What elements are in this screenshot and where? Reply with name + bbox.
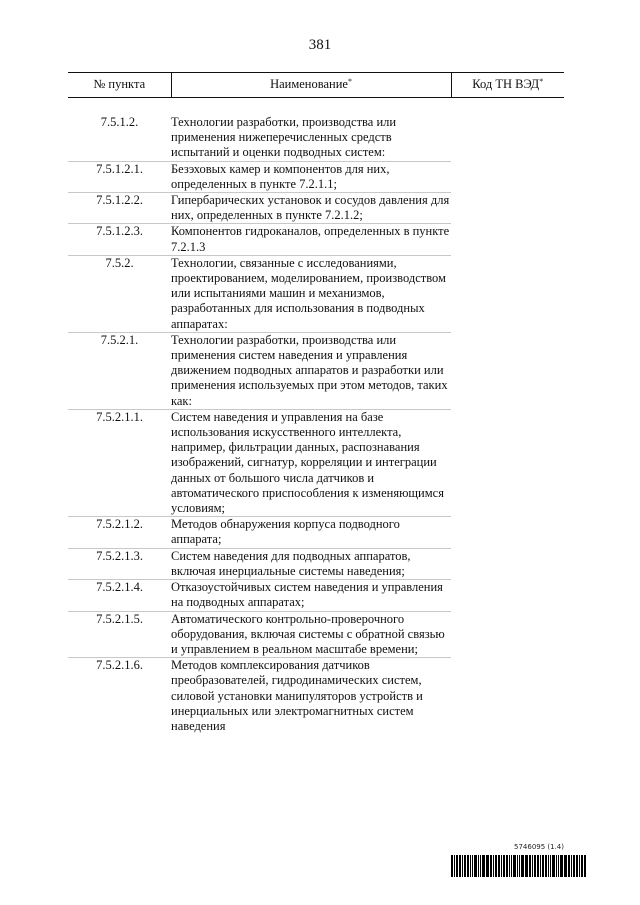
item-number: 7.5.1.2.1. [68,161,171,192]
item-number: 7.5.2. [68,255,171,332]
barcode-bar [464,855,466,877]
item-code [451,548,564,579]
item-name: Технологии разработки, производства или применения систем наведения и управления движением подводных аппаратов и разработки или применения используемых при этом методов, таких как: [171,332,451,409]
table-row [68,409,564,516]
classification-table [68,72,564,734]
item-number: 7.5.2.1. [68,332,171,409]
barcode-bar [571,855,572,877]
barcode-bar [462,855,463,877]
item-name: Компонентов гидроканалов, определенных в пункте 7.2.1.3 [171,224,450,254]
item-code [451,193,564,224]
barcode-bar [573,855,575,877]
barcode-bar [519,855,521,877]
item-number: 7.5.2.1.1. [68,409,171,516]
barcode-bar [506,855,508,877]
barcode-bar [542,855,544,877]
barcode-bar [517,855,518,877]
barcode [451,855,587,877]
table-row [68,517,564,548]
table-row [68,658,564,735]
item-number: 7.5.2.1.5. [68,611,171,658]
item-name: Систем наведения для подводных аппаратов, включая инерциальные системы наведения; [171,548,451,579]
barcode-bar [487,855,489,877]
item-code [451,224,564,255]
item-number: 7.5.1.2.3. [68,224,171,255]
barcode-bar [545,855,547,877]
barcode-bar [540,855,541,877]
item-name: Методов обнаружения корпуса подводного аппарата; [171,517,451,548]
barcode-bar [534,855,536,877]
barcode-bar [529,855,531,877]
barcode-bar [482,855,484,877]
barcode-bar [490,855,492,877]
barcode-bar [509,855,510,877]
barcode-bar [526,855,528,877]
barcode-bar [556,855,557,877]
barcode-bar [478,855,479,877]
barcode-bar [451,855,453,877]
barcode-bar [495,855,497,877]
barcode-bar [579,855,580,877]
table-row [68,224,564,255]
barcode-bar [548,855,549,877]
table-row [68,611,564,658]
barcode-bar [493,855,494,877]
item-name: Гипербарических установок и сосудов давления для них, определенных в пункте 7.2.1.2; [171,193,450,223]
item-code [451,580,564,611]
header-name: Наименование* [171,73,451,98]
barcode-bar [552,855,554,877]
table-row [68,161,564,192]
header-code: Код ТН ВЭД* [451,73,564,98]
item-name: Технологии разработки, производства или применения нижеперечисленных средств испытаний и оценки подводных систем: [171,115,451,161]
barcode-bar [560,855,562,877]
item-name: Отказоустойчивых систем наведения и управления на подводных аппаратах; [171,580,451,611]
barcode-bar [568,855,570,877]
item-number: 7.5.2.1.2. [68,517,171,548]
table-row [68,580,564,611]
item-number: 7.5.1.2. [68,115,171,161]
barcode-bar [564,855,565,877]
barcode-bar [581,855,583,877]
item-number: 7.5.2.1.3. [68,548,171,579]
item-code [451,115,564,161]
barcode-bar [521,855,523,877]
item-code [451,255,564,332]
barcode-bar [576,855,578,877]
table-header [68,73,564,98]
barcode-bar [456,855,458,877]
table-row [68,255,564,332]
footnote-mark: * [539,77,544,87]
barcode-bar [525,855,526,877]
barcode-bar [459,855,461,877]
barcode-bar [501,855,502,877]
item-code [451,658,564,735]
barcode-bar [565,855,567,877]
barcode-label: 5746095 (1.4) [514,843,564,851]
barcode-bar [584,855,586,877]
barcode-bar [550,855,552,877]
barcode-bar [513,855,515,877]
barcode-bar [474,855,476,877]
barcode-bar [511,855,513,877]
table-row [68,115,564,161]
barcode-bar [470,855,471,877]
barcode-bar [532,855,533,877]
header-number: № пункта [68,73,171,98]
page-number: 381 [308,37,332,53]
barcode-bar [558,855,560,877]
barcode-bar [537,855,539,877]
table-row [68,332,564,409]
barcode-bar [498,855,500,877]
barcode-bar [503,855,505,877]
barcode-bar [467,855,469,877]
item-code [451,161,564,192]
item-number: 7.5.1.2.2. [68,193,171,224]
item-name: Методов комплексирования датчиков преобразователей, гидродинамических систем, силовой установки манипуляторов устройств и инерциальных или электромагнитных систем наведения [171,658,423,733]
table-row [68,193,564,224]
item-number: 7.5.2.1.6. [96,658,143,673]
footnote-mark: * [347,77,352,87]
item-name: Технологии, связанные с исследованиями, проектированием, моделированием, производством или испытаниями машин и механизмов, разработанных для использования в подводных аппаратах: [171,255,451,332]
item-name: Систем наведения и управления на базе использования искусственного интеллекта, например, фильтрации данных, распознавания изображений, сигнатур, корреляции и интеграции данных от большого числа датчиков и автоматического приспособления к изменяющимся условиям; [171,409,451,516]
item-code [451,611,564,658]
barcode-bar [486,855,487,877]
item-number: 7.5.2.1.4. [68,580,171,611]
barcode-bar [480,855,482,877]
item-name: Безэховых камер и компонентов для них, определенных в пункте 7.2.1.1; [171,161,451,192]
item-code [451,332,564,409]
barcode-bar [472,855,474,877]
barcode-bar [454,855,455,877]
item-code [451,409,564,516]
item-code [451,517,564,548]
table-row [68,548,564,579]
item-name: Автоматического контрольно-проверочного оборудования, включая системы с обратной связью и управлением в реальном масштабе времени; [171,611,451,658]
